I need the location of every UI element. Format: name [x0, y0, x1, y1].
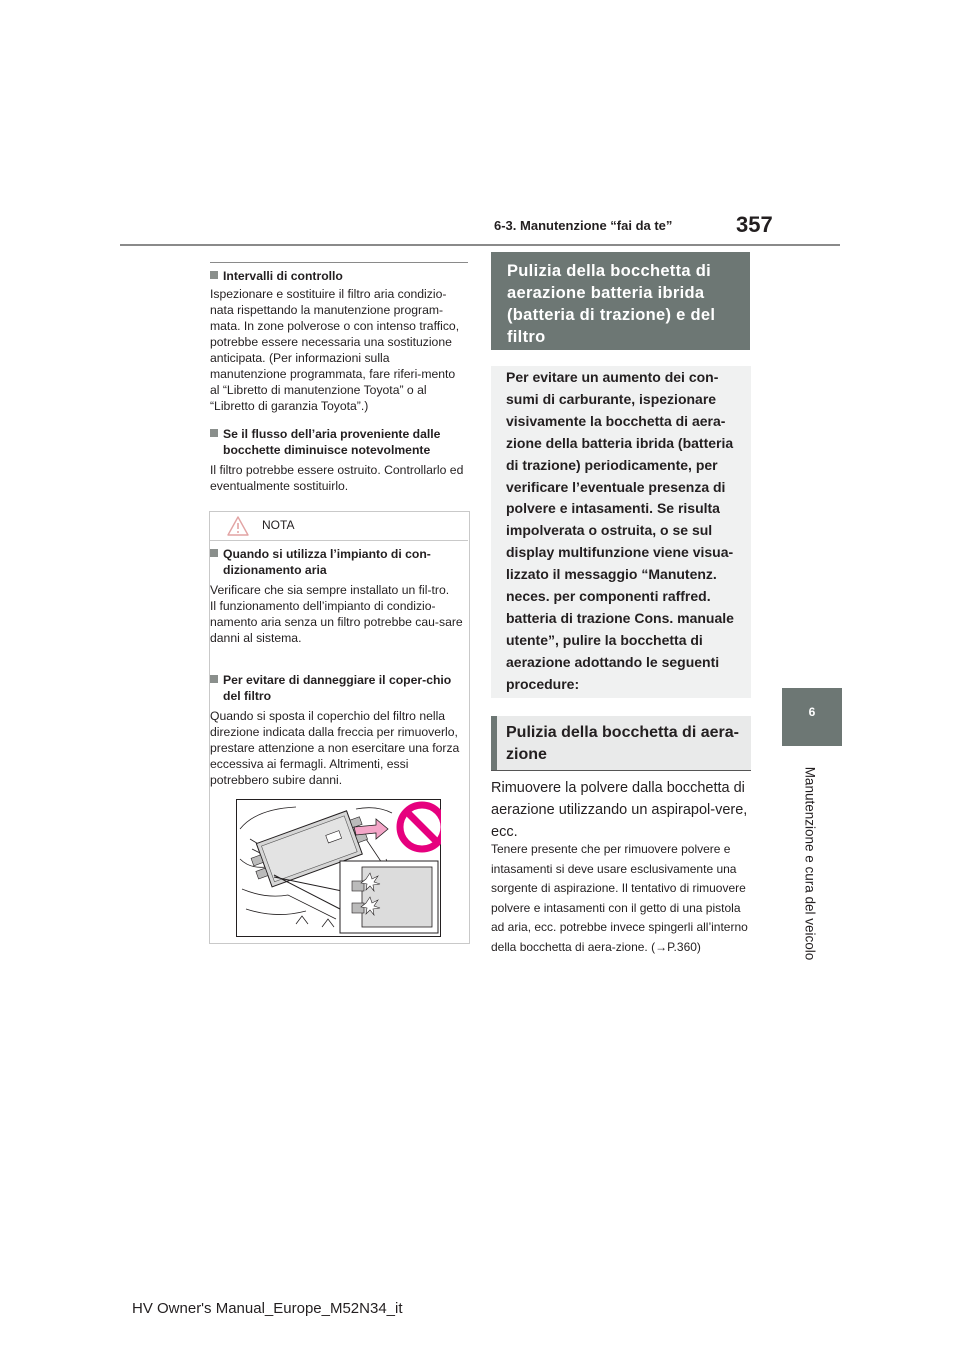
note-text: Tenere presente che per rimuovere polvere e intasamenti si deve usare esclusivamente una sorgente di aspirazione. Il tentativo di rimuovere polvere e intasamenti con il getto di una pistola ad aria, ecc. potrebbe invece spingerli all’interno della bocchetta di aera-zione. (→P.360)	[491, 842, 748, 954]
heading-battery-vent-cleaning: Pulizia della bocchetta di aerazione batteria ibrida (batteria di trazione) e del filtro	[491, 252, 750, 350]
filter-cover-illustration	[236, 799, 441, 937]
nota-item-ac	[210, 546, 468, 646]
block-heading: Intervalli di controllo	[210, 268, 468, 284]
prohibition-icon	[400, 805, 441, 849]
nota-item-body: Verificare che sia sempre installato un fil-tro.	[210, 583, 450, 597]
nota-label: NOTA	[262, 518, 295, 532]
intro-text: Per evitare un aumento dei con-sumi di carburante, ispezionare visivamente la bocchetta di aera-zione della batteria ibrida (batteria di trazione) periodicamente, per verificare l’eventuale presenza di polvere e intasamenti. Se risulta impolverata o ostruita, o se sul display multifunzione viene visua-lizzato il messaggio “Manutenz. neces. per componenti raffred. batteria di trazione Cons. manuale utente”, pulire la bocchetta di aerazione adottando le seguenti procedure:	[506, 369, 734, 692]
square-bullet-icon	[210, 429, 218, 437]
subheading-accent-bar	[491, 716, 497, 770]
page-number: 357	[736, 212, 773, 237]
square-bullet-icon	[210, 271, 218, 279]
block-heading: Se il flusso dell’aria proveniente dalle bocchette diminuisce notevolmente	[210, 426, 468, 458]
instruction-text: Rimuovere la polvere dalla bocchetta di aerazione utilizzando un aspirapol-vere, ecc.	[491, 780, 748, 840]
nota-separator	[210, 540, 468, 541]
square-bullet-icon	[210, 675, 218, 683]
header-divider	[120, 244, 840, 246]
block-body: Il filtro potrebbe essere ostruito. Controllarlo ed eventualmente sostituirlo.	[210, 463, 464, 493]
square-bullet-icon	[210, 549, 218, 557]
nota-item-body: Quando si sposta il coperchio del filtro nella direzione indicata dalla freccia per rimuoverlo, prestare attenzione a non esercitare una forza eccessiva ai fermagli. Altrimenti, essi potrebbero subire danni.	[210, 709, 460, 787]
block-body: Ispezionare e sostituire il filtro aria condizio-nata rispettando la manutenzione program-mata. In zone polverose o con intenso traffico, potrebbe essere necessaria una sostituzione anticipata. (Per informazioni sulla manutenzione programmata, fare riferi-mento al “Libretto di manutenzione Toyota” o al “Libretto di garanzia Toyota”.)	[210, 287, 460, 413]
block-airflow	[210, 426, 468, 494]
chapter-tab: 6	[782, 688, 842, 746]
nota-item-body: Il funzionamento dell’impianto di condizio-namento aria senza un filtro potrebbe cau-sare danni al sistema.	[210, 599, 463, 645]
footer-manual-id: HV Owner's Manual_Europe_M52N34_it	[132, 1300, 403, 1317]
chapter-title-vertical: Manutenzione e cura del veicolo	[802, 766, 818, 961]
section-title: 6-3. Manutenzione “fai da te”	[494, 218, 673, 233]
nota-item-heading: Quando si utilizza l’impianto di con-dizionamento aria	[210, 546, 468, 578]
block-intervals	[210, 268, 468, 414]
warning-triangle-icon	[226, 515, 250, 537]
subheading-vent-cleaning: Pulizia della bocchetta di aera-zione	[506, 724, 739, 763]
nota-item-heading: Per evitare di danneggiare il coper-chio del filtro	[210, 672, 468, 704]
left-column-rule	[210, 262, 468, 263]
nota-item-cover	[210, 672, 468, 788]
